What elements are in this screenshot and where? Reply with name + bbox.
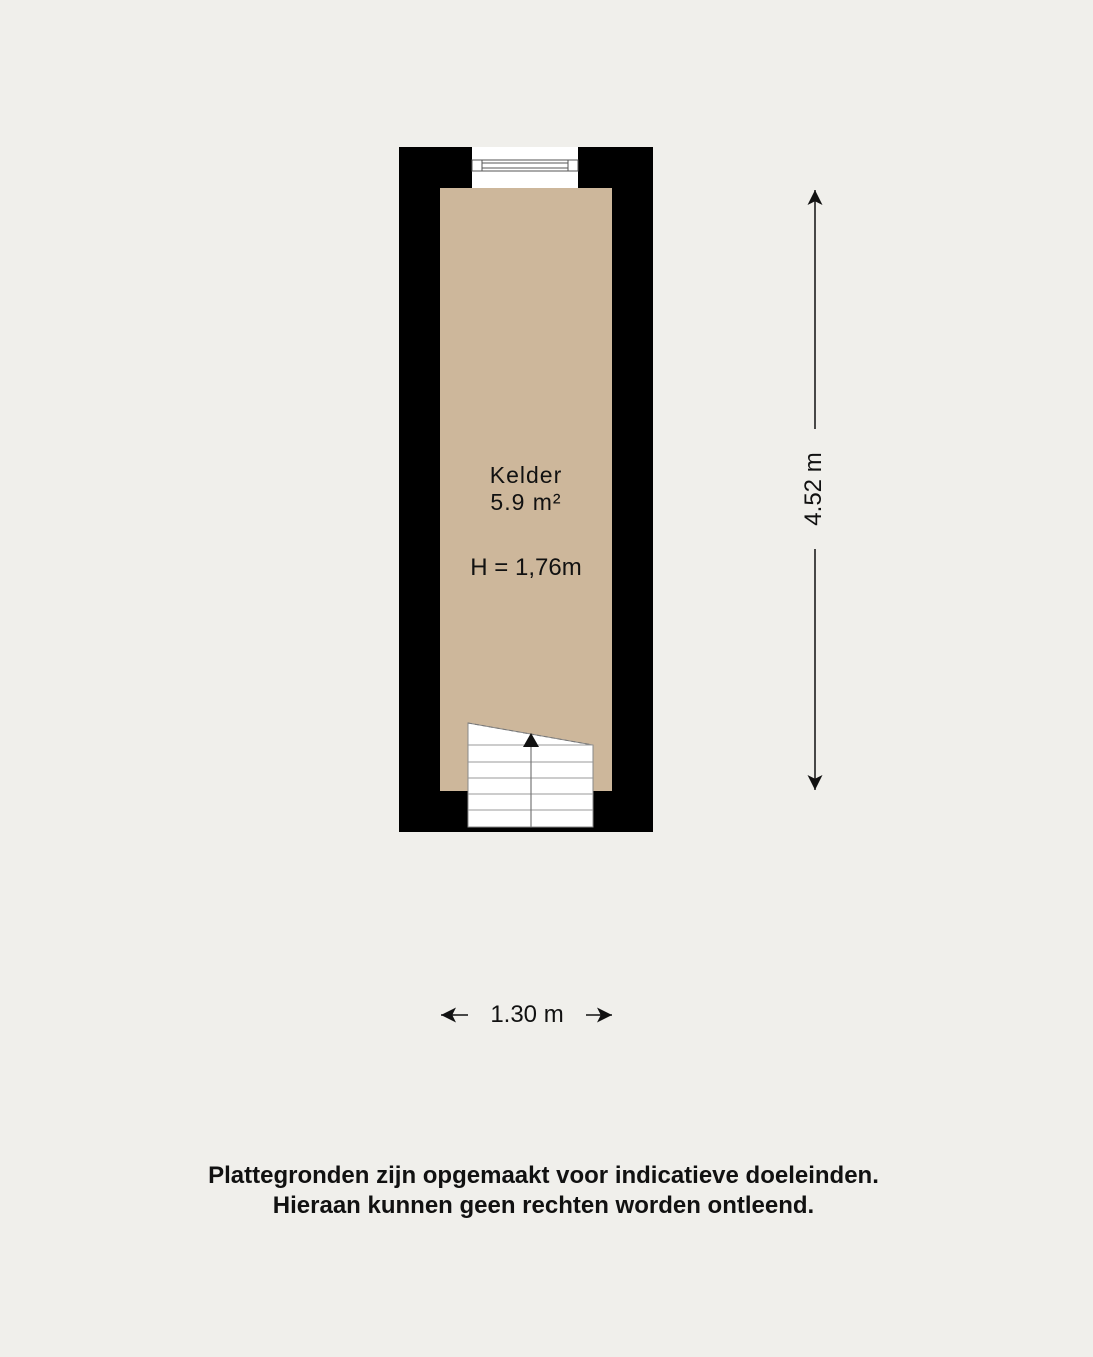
width-dimension-label: 1.30 m <box>468 1000 586 1030</box>
disclaimer-line-1: Plattegronden zijn opgemaakt voor indicatieve doeleinden. <box>208 1162 879 1189</box>
room-name-label: Kelder <box>489 462 563 488</box>
window <box>472 147 578 188</box>
room-height-label: H = 1,76m <box>470 554 582 581</box>
room-area-label: 5.9 m² <box>490 489 562 515</box>
length-dimension-label: 4.52 m <box>798 429 830 549</box>
disclaimer-line-2: Hieraan kunnen geen rechten worden ontleend. <box>272 1192 815 1219</box>
